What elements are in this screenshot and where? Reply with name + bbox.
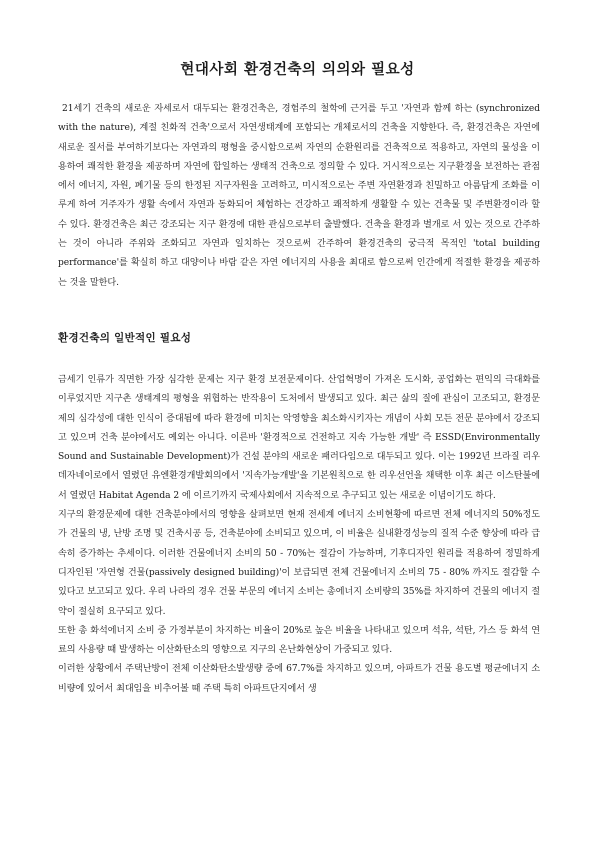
body-paragraph-1: 금세기 인류가 직면한 가장 심각한 문제는 지구 환경 보전문제이다. 산업혁명이 가져온 도시화, 공업화는 편익의 극대화를 이루었지만 지구촌 생태계의 평형을 위협하는 반작용이 도처에서 발생되고 있다. 최근 삶의 질에 관심이 고조되고, 환경문제의 심각성에 대한 인식이 증대됨에 따라 환경에 미치는 악영향을 최소화시키자는 개념이 사회 모든 전문 분야에서 강조되고 있으며 건축 분야에서도 예외는 아니다. 이른바 '환경적으로 건전하고 지속 가능한 개발' 즉 ESSD(Environmentally Sound and Sustainable Development)가 건설 분야의 새로운 패러다임으로 대두되고 있다. 이는 1992년 브라질 리우데자네이로에서 열렸던 유엔환경개발회의에서 '지속가능개발'을 기본원칙으로 한 리우선언을 채택한 이후 최근 이스탄불에서 열렸던 Habitat Agenda 2 에 이르기까지 국제사회에서 지속적으로 추구되고 있는 새로운 이념이기도 하다. (58, 375, 540, 501)
body-paragraph-3: 또한 총 화석에너지 소비 중 가정부분이 차지하는 비율이 20%로 높은 비율을 나타내고 있으며 석유, 석탄, 가스 등 화석 연료의 사용량 때 발생하는 이산화탄소의 영향으로 지구의 온난화현상이 가중되고 있다. (58, 625, 540, 656)
intro-paragraph: 21세기 건축의 새로운 자세로서 대두되는 환경건축은, 경험주의 철학에 근거를 두고 '자연과 함께 하는 (synchronized with the nature), 계절 친화적 건축'으로서 자연생태계에 포함되는 개체로서의 건축을 지향한다. 즉, 환경건축은 자연에 새로운 질서를 부여하기보다는 자연과의 평형을 중시함으로써 자연의 순환원리를 건축적으로 적용하고, 자연의 물성을 이용하여 쾌적한 환경을 제공하며 자연에 합일하는 생태적 건축으로 정의할 수 있다. 거시적으로는 지구환경을 보전하는 관점에서 에너지, 자원, 폐기물 등의 한정된 지구자원을 고려하고, 미시적으로는 주변 자연환경과 친밀하고 아름답게 조화를 이루게 하여 거주자가 생활 속에서 자연과 동화되어 체험하는 건강하고 쾌적하게 생활할 수 있는 건축물 및 주변환경이라 할 수 있다. 환경건축은 최근 강조되는 지구 환경에 대한 관심으로부터 출발했다. 건축을 환경과 별개로 서 있는 것으로 간주하는 것이 아니라 주위와 조화되고 자연과 일치하는 것으로써 간주하여 환경건축의 궁극적 목적인 'total building performance'를 확실히 하고 대양이나 바람 같은 자연 에너지의 사용을 최대로 함으로써 인간에게 적절한 환경을 제공하는 것을 말한다. (58, 104, 540, 288)
body-paragraph-2: 지구의 환경문제에 대한 건축분야에서의 영향을 살펴보면 현재 전세계 에너지 소비현황에 따르면 전체 에너지의 50%정도가 건물의 냉, 난방 조명 및 건축시공 등, 건축분야에 소비되고 있으며, 이 비율은 실내환경성능의 질적 수준 향상에 따라 급속히 증가하는 추세이다. 이러한 건물에너지 소비의 50 - 70%는 절감이 가능하며, 기후디자인 원리를 적용하여 정밀하게 디자인된 '자연형 건물(passively designed building)'이 보급되면 전체 건물에너지 소비의 75 - 80% 까지도 절감할 수 있다고 보고되고 있다. 우리 나라의 경우 건물 부문의 에너지 소비는 총에너지 소비량의 35%를 차지하여 건물의 에너지 절약이 절실히 요구되고 있다. (58, 510, 540, 617)
document-title: 현대사회 환경건축의 의의와 필요성 (180, 62, 415, 78)
section-body (58, 371, 540, 699)
section-heading: 환경건축의 일반적인 필요성 (58, 332, 192, 344)
body-paragraph-4: 이러한 상황에서 주택난방이 전체 이산화탄소발생량 중에 67.7%를 차지하고 있으며, 아파트가 건물 용도별 평균에너지 소비량에 있어서 최대임을 비추어볼 때 주택 특히 아파트단지에서 생 (58, 664, 540, 694)
